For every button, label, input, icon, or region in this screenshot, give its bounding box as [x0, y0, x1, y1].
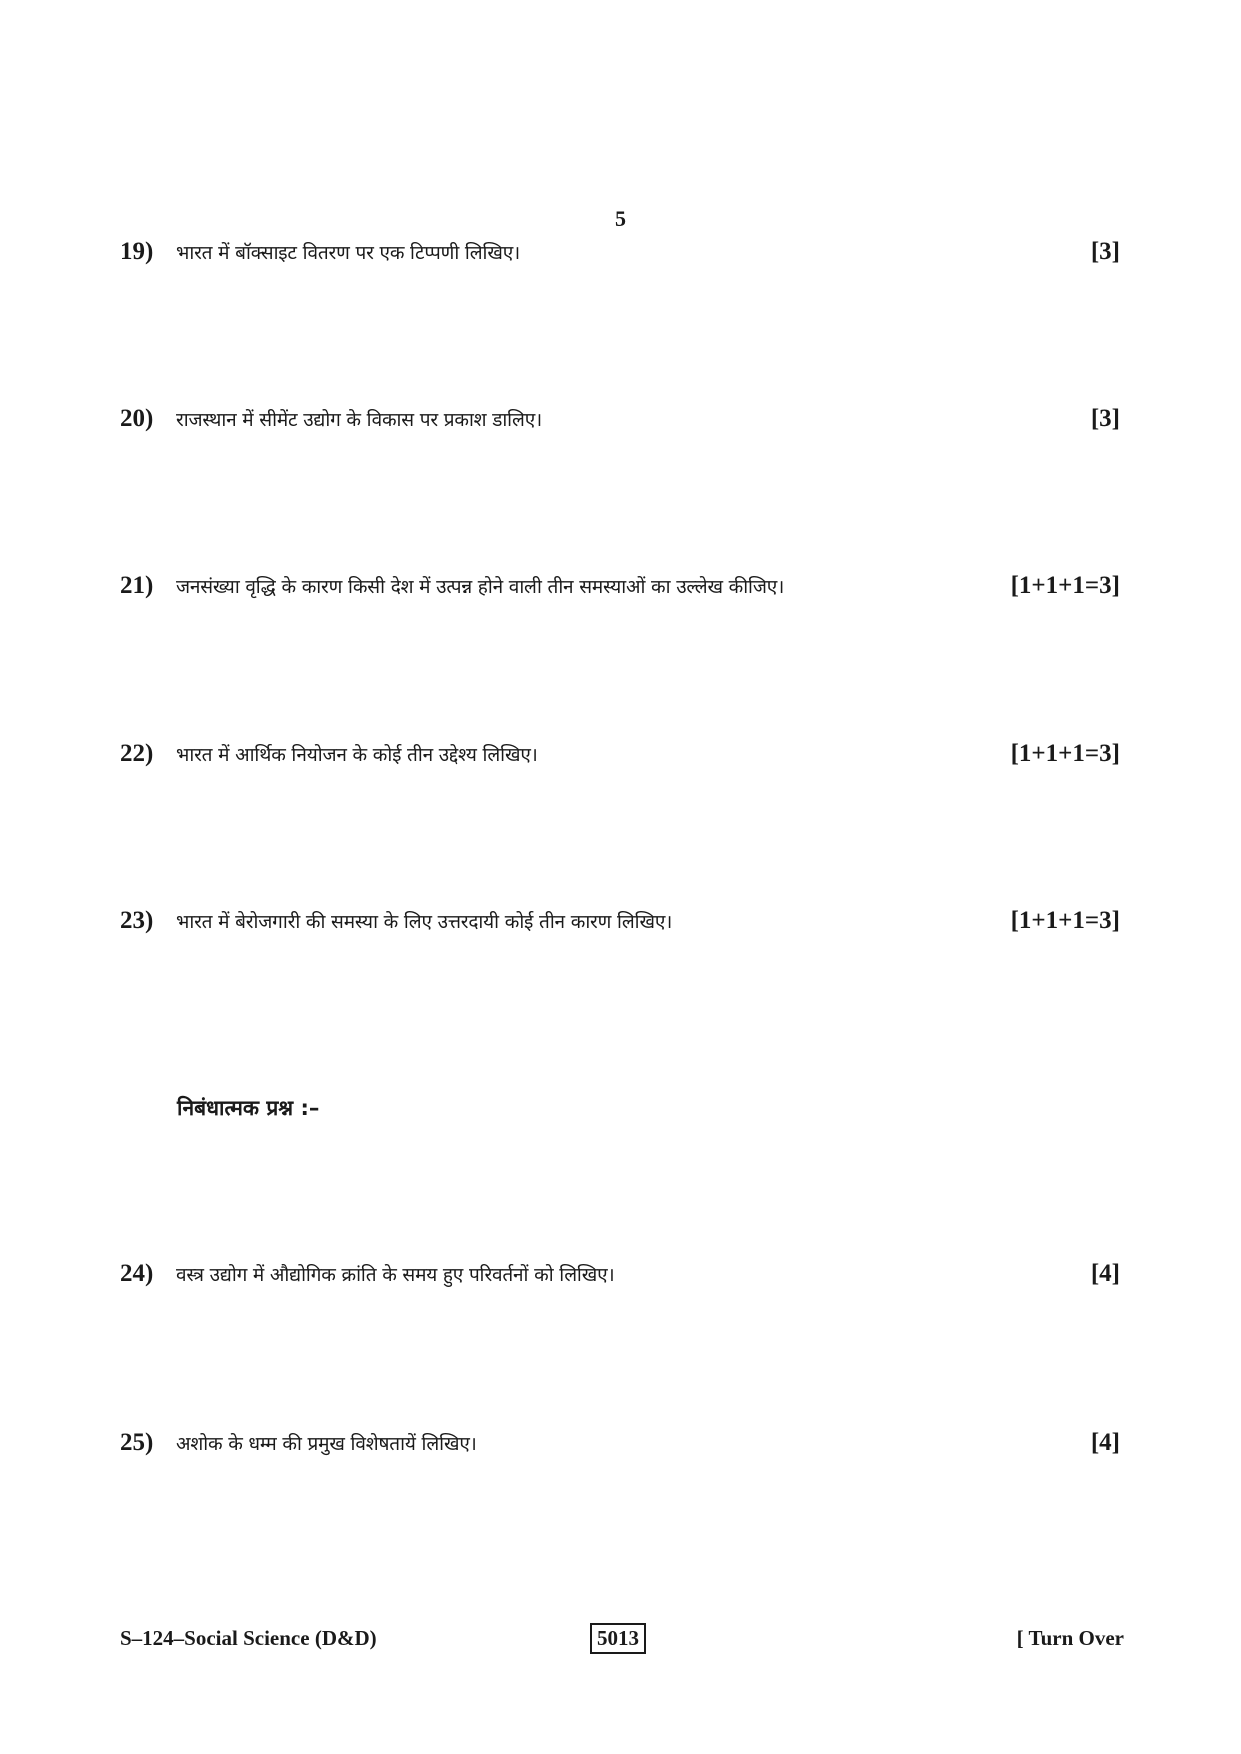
question-20 — [120, 399, 1120, 439]
question-text: भारत में बेरोजगारी की समस्या के लिए उत्तरदायी कोई तीन कारण लिखिए। — [176, 911, 673, 933]
question-marks: [4] — [1090, 1429, 1120, 1456]
page-number: 5 — [615, 206, 626, 231]
question-marks: [3] — [1090, 405, 1120, 432]
question-marks: [1+1+1=3] — [1010, 572, 1120, 599]
footer-turn-over: [ Turn Over — [1016, 1625, 1124, 1650]
question-number: 24) — [120, 1260, 154, 1287]
question-22 — [120, 734, 1120, 774]
question-marks: [1+1+1=3] — [1010, 907, 1120, 934]
question-number: 22) — [120, 740, 154, 767]
question-number: 19) — [120, 238, 154, 265]
question-25 — [120, 1423, 1120, 1463]
question-marks: [3] — [1090, 238, 1120, 265]
page-footer — [120, 1620, 1124, 1656]
question-number: 20) — [120, 405, 154, 432]
question-number: 21) — [120, 572, 154, 599]
footer-paper-code: 5013 — [590, 1623, 646, 1654]
footer-subject: S–124–Social Science (D&D) — [120, 1625, 377, 1650]
question-text: भारत में बॉक्साइट वितरण पर एक टिप्पणी लिखिए। — [176, 242, 521, 264]
question-24 — [120, 1254, 1120, 1294]
question-text: वस्त्र उद्योग में औद्योगिक क्रांति के समय हुए परिवर्तनों को लिखिए। — [176, 1264, 615, 1286]
question-text: भारत में आर्थिक नियोजन के कोई तीन उद्देश्य लिखिए। — [176, 744, 538, 766]
question-text: अशोक के धम्म की प्रमुख विशेषतायें लिखिए। — [176, 1433, 477, 1455]
question-21 — [120, 566, 1120, 606]
question-19 — [120, 232, 1120, 272]
question-number: 23) — [120, 907, 154, 934]
question-text: राजस्थान में सीमेंट उद्योग के विकास पर प्रकाश डालिए। — [176, 409, 543, 431]
question-marks: [4] — [1090, 1260, 1120, 1287]
question-23 — [120, 901, 1120, 941]
question-number: 25) — [120, 1429, 154, 1456]
section-heading: निबंधात्मक प्रश्न :– — [177, 1096, 320, 1120]
question-text: जनसंख्या वृद्धि के कारण किसी देश में उत्पन्न होने वाली तीन समस्याओं का उल्लेख कीजिए। — [176, 576, 785, 598]
question-marks: [1+1+1=3] — [1010, 740, 1120, 767]
